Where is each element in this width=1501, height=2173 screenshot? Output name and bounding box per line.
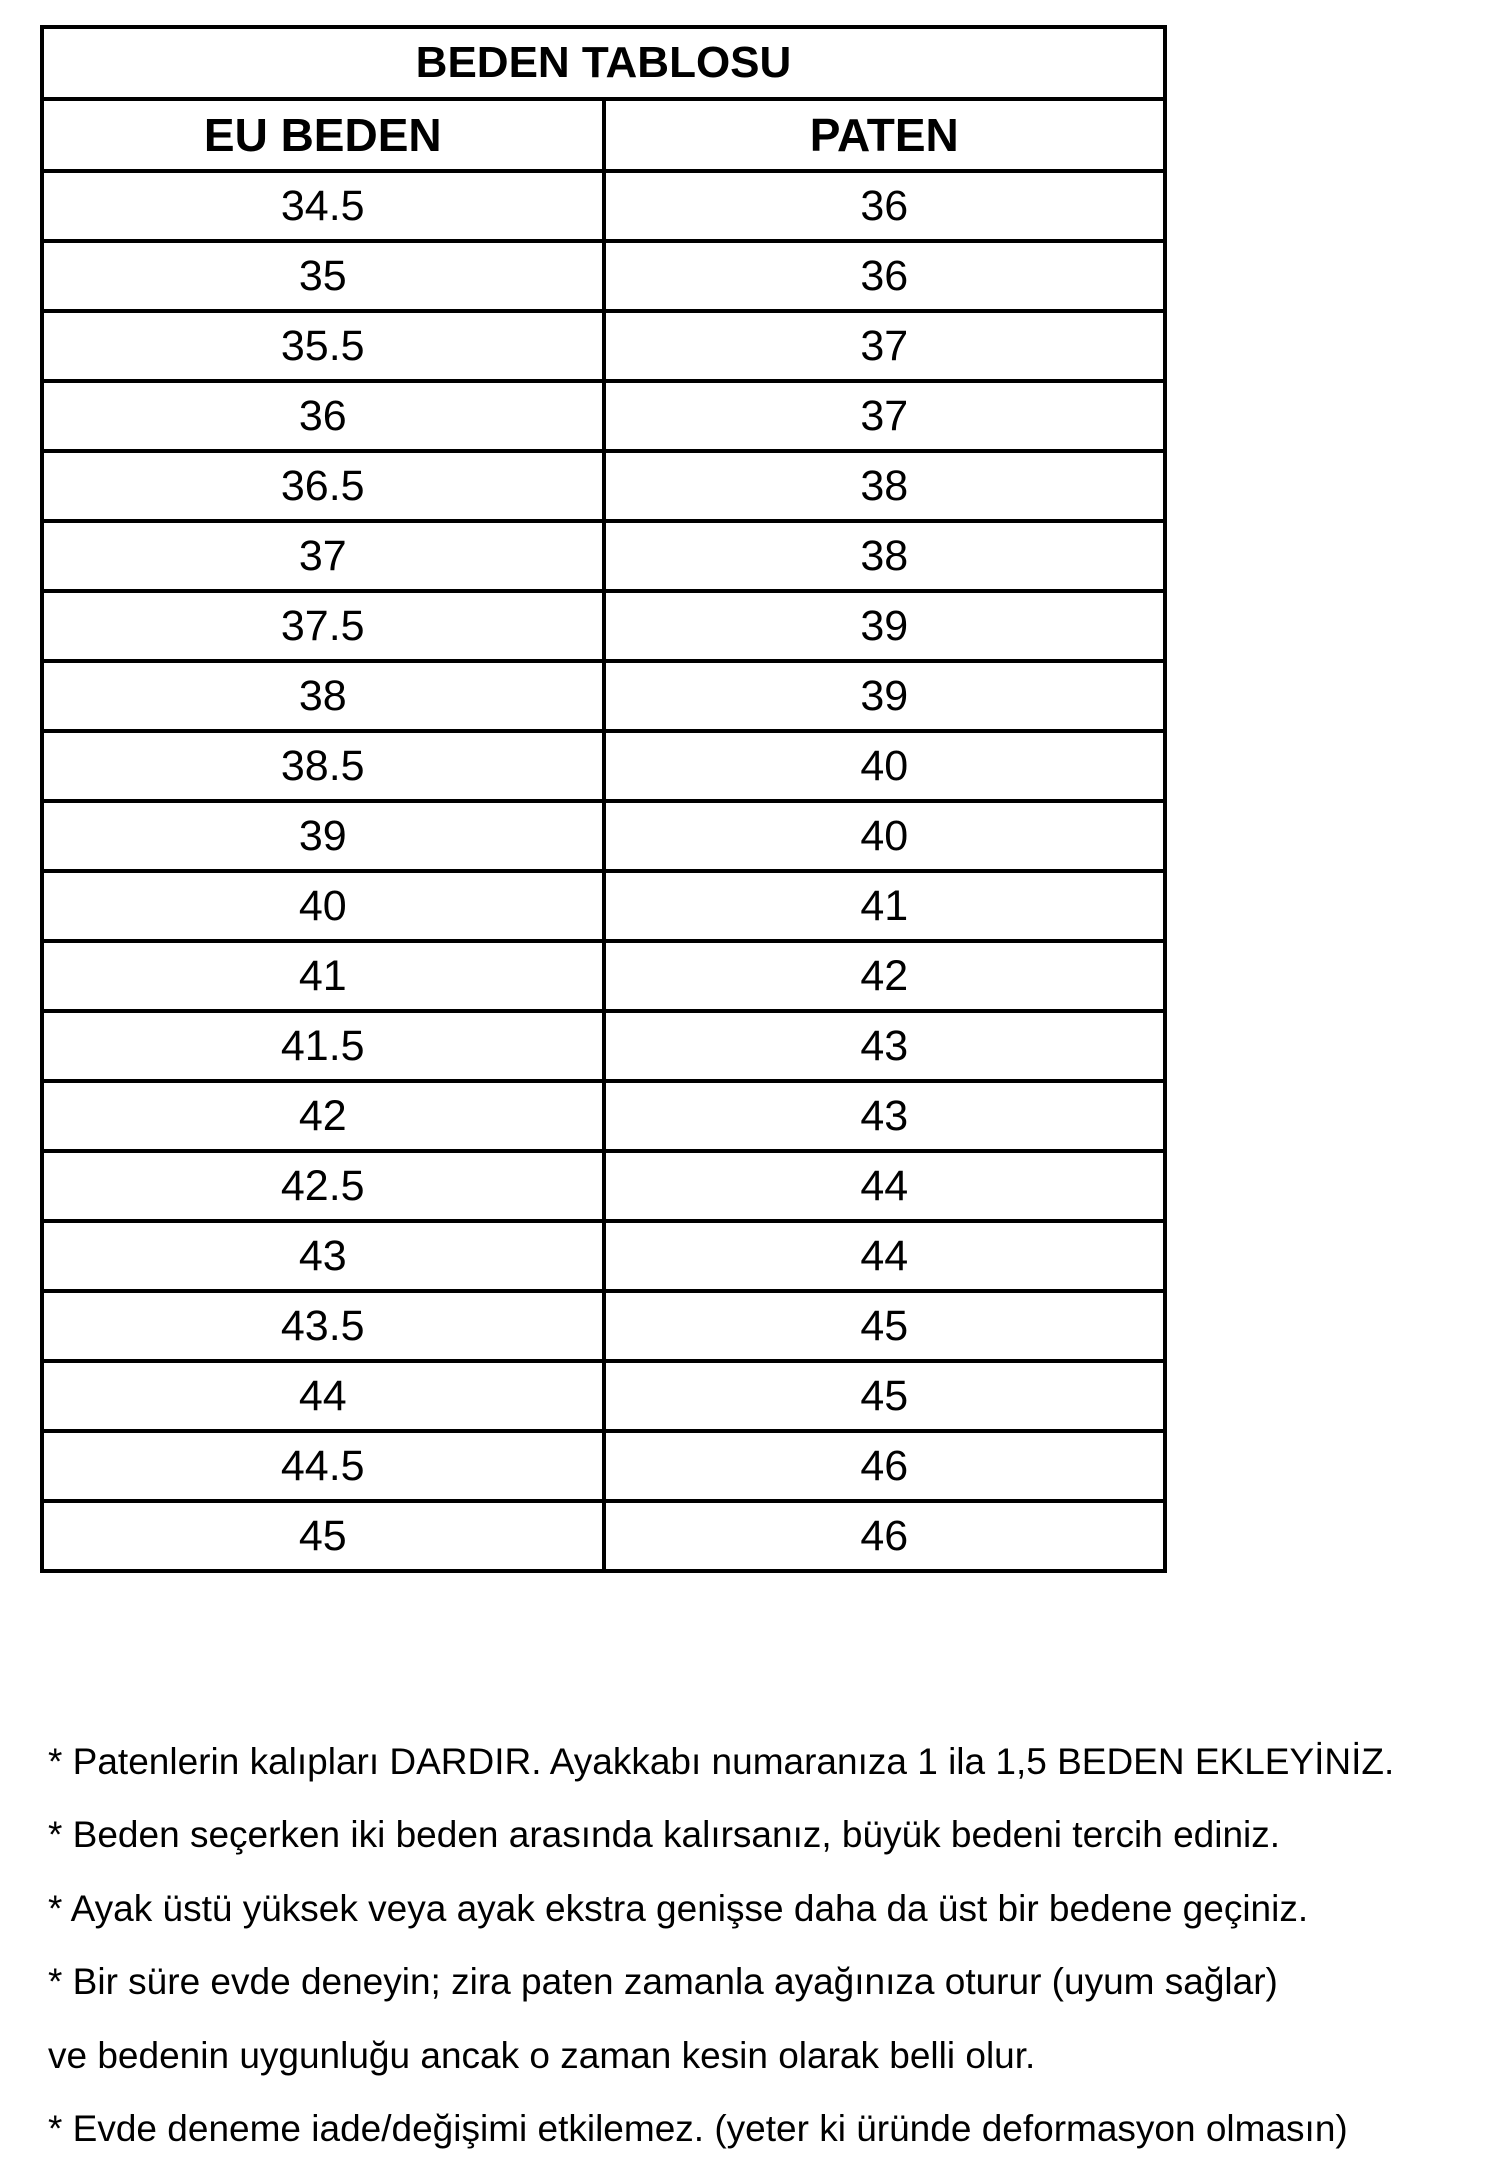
eu-size-cell: 45 <box>42 1501 604 1571</box>
paten-size-cell: 46 <box>604 1501 1166 1571</box>
eu-size-cell: 42.5 <box>42 1151 604 1221</box>
paten-size-cell: 43 <box>604 1081 1166 1151</box>
paten-size-cell: 42 <box>604 941 1166 1011</box>
column-header-paten: PATEN <box>604 99 1166 171</box>
paten-size-cell: 40 <box>604 801 1166 871</box>
size-chart-table <box>40 25 1167 1573</box>
table-row <box>42 871 1165 941</box>
eu-size-cell: 36.5 <box>42 451 604 521</box>
eu-size-cell: 35.5 <box>42 311 604 381</box>
paten-size-cell: 38 <box>604 521 1166 591</box>
paten-size-cell: 36 <box>604 241 1166 311</box>
eu-size-cell: 34.5 <box>42 171 604 241</box>
table-row <box>42 1501 1165 1571</box>
eu-size-cell: 44.5 <box>42 1431 604 1501</box>
eu-size-cell: 38 <box>42 661 604 731</box>
paten-size-cell: 38 <box>604 451 1166 521</box>
eu-size-cell: 37.5 <box>42 591 604 661</box>
size-notes <box>48 1725 1488 2165</box>
table-header-row <box>42 99 1165 171</box>
paten-size-cell: 46 <box>604 1431 1166 1501</box>
paten-size-cell: 44 <box>604 1151 1166 1221</box>
note-line: ve bedenin uygunluğu ancak o zaman kesin olarak belli olur. <box>48 2034 1036 2076</box>
paten-size-cell: 39 <box>604 661 1166 731</box>
column-header-eu-beden: EU BEDEN <box>42 99 604 171</box>
paten-size-cell: 44 <box>604 1221 1166 1291</box>
table-row <box>42 591 1165 661</box>
eu-size-cell: 37 <box>42 521 604 591</box>
paten-size-cell: 39 <box>604 591 1166 661</box>
eu-size-cell: 44 <box>42 1361 604 1431</box>
table-row <box>42 1431 1165 1501</box>
table-row <box>42 311 1165 381</box>
table-title: BEDEN TABLOSU <box>42 27 1165 99</box>
eu-size-cell: 43.5 <box>42 1291 604 1361</box>
paten-size-cell: 37 <box>604 311 1166 381</box>
table-row <box>42 521 1165 591</box>
table-title-row <box>42 27 1165 99</box>
table-row <box>42 1081 1165 1151</box>
eu-size-cell: 40 <box>42 871 604 941</box>
table-row <box>42 171 1165 241</box>
table-row <box>42 241 1165 311</box>
table-row <box>42 1221 1165 1291</box>
note-line: * Ayak üstü yüksek veya ayak ekstra genişse daha da üst bir bedene geçiniz. <box>48 1887 1309 1929</box>
paten-size-cell: 45 <box>604 1361 1166 1431</box>
paten-size-cell: 43 <box>604 1011 1166 1081</box>
table-body <box>42 171 1165 1571</box>
paten-size-cell: 37 <box>604 381 1166 451</box>
note-line: * Evde deneme iade/değişimi etkilemez. (yeter ki üründe deformasyon olmasın) <box>48 2108 1348 2150</box>
paten-size-cell: 41 <box>604 871 1166 941</box>
eu-size-cell: 42 <box>42 1081 604 1151</box>
paten-size-cell: 40 <box>604 731 1166 801</box>
eu-size-cell: 35 <box>42 241 604 311</box>
table-row <box>42 451 1165 521</box>
note-line: * Patenlerin kalıpları DARDIR. Ayakkabı numaranıza 1 ila 1,5 BEDEN EKLEYİNİZ. <box>48 1741 1395 1782</box>
table-row <box>42 1151 1165 1221</box>
paten-size-cell: 36 <box>604 171 1166 241</box>
eu-size-cell: 41.5 <box>42 1011 604 1081</box>
note-line: * Bir süre evde deneyin; zira paten zamanla ayağınıza oturur (uyum sağlar) <box>48 1961 1278 2003</box>
eu-size-cell: 41 <box>42 941 604 1011</box>
eu-size-cell: 43 <box>42 1221 604 1291</box>
table-row <box>42 731 1165 801</box>
eu-size-cell: 39 <box>42 801 604 871</box>
eu-size-cell: 36 <box>42 381 604 451</box>
table-row <box>42 661 1165 731</box>
table-row <box>42 1291 1165 1361</box>
paten-size-cell: 45 <box>604 1291 1166 1361</box>
eu-size-cell: 38.5 <box>42 731 604 801</box>
table-row <box>42 801 1165 871</box>
table-row <box>42 1361 1165 1431</box>
table-row <box>42 381 1165 451</box>
table-row <box>42 941 1165 1011</box>
table-row <box>42 1011 1165 1081</box>
note-line: * Beden seçerken iki beden arasında kalırsanız, büyük bedeni tercih ediniz. <box>48 1814 1281 1856</box>
